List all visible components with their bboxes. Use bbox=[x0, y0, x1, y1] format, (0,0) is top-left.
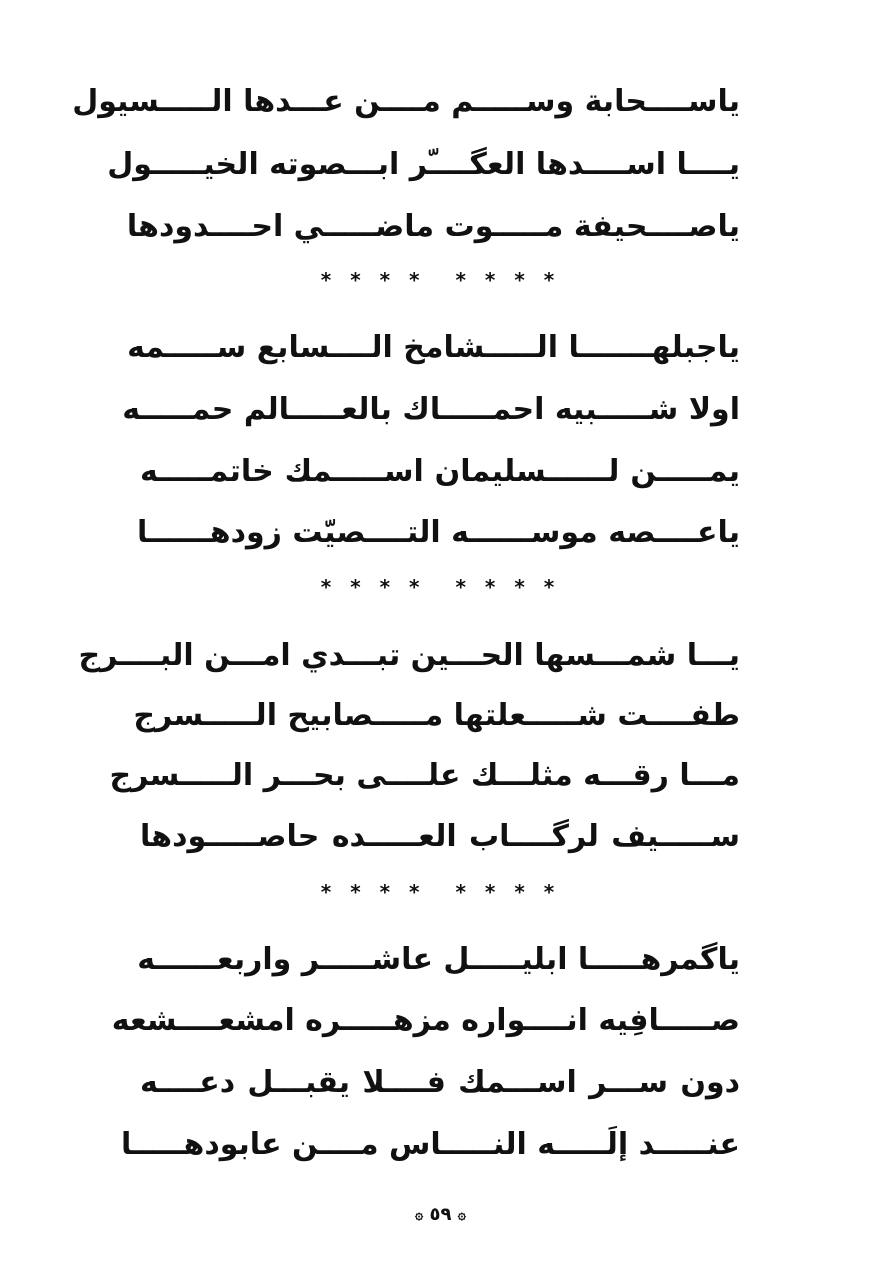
page-number-area bbox=[0, 1200, 881, 1230]
separator-stars-right: * * * * bbox=[455, 268, 561, 292]
stanza-separator bbox=[0, 575, 881, 599]
ornament-icon: ۞ bbox=[415, 1207, 424, 1223]
verse-line: طفــــت شـــــعلتها مـــــصابيح الـــــسرج bbox=[133, 698, 740, 733]
verse-line: يــــا اســــدها العگــــّر ابـــصوته الخيـــــول bbox=[107, 147, 740, 182]
verse-line: يمـــــن لــــــسليمان اســـــمك خاتمـــــه bbox=[140, 454, 740, 489]
stanza-separator bbox=[0, 268, 881, 292]
verse-line: عنـــــد إلَـــــه النـــــاس مــــن عابودهـــــا bbox=[121, 1127, 740, 1162]
verse-line: صـــــافِيه انــــواره مزهـــــره امشعــــشعه bbox=[111, 1003, 740, 1038]
stanza-separator bbox=[0, 880, 881, 904]
page-number: ٥٩ bbox=[429, 1204, 452, 1225]
verse-line: ياصــــحيفة مـــــوت ماضـــــي احــــدودها bbox=[126, 209, 740, 244]
verse-line: ياســــحابة وســـــم مــــن عـــدها الـــــسيول bbox=[72, 84, 740, 119]
verse-line: يـــا شمـــسها الحـــين تبـــدي امـــن البــــرج bbox=[78, 638, 740, 673]
verse-line: ياجبلهـــــــا الـــــشامخ الــــسابع ســـــمه bbox=[127, 330, 740, 365]
verse-line: ســـــيف لرگــــاب العـــــده حاصـــــودها bbox=[140, 819, 740, 854]
separator-stars-right: * * * * bbox=[455, 880, 561, 904]
verse-line: دون ســـر اســـمك فــــلا يقبـــل دعــــه bbox=[140, 1065, 740, 1100]
separator-stars-left: * * * * bbox=[320, 575, 426, 599]
separator-stars-left: * * * * bbox=[320, 880, 426, 904]
separator-stars-right: * * * * bbox=[455, 575, 561, 599]
ornament-icon: ۞ bbox=[457, 1207, 466, 1223]
separator-stars-left: * * * * bbox=[320, 268, 426, 292]
verse-line: ياگمرهـــــا ابليـــــل عاشـــــر واربعــــــه bbox=[137, 942, 740, 977]
verse-line: مـــا رقـــه مثلـــك علــــى بحـــر الـــــسرج bbox=[109, 758, 740, 793]
verse-line: ياعــــصه موســــــه التــــصيّت زودهــــــا bbox=[136, 515, 740, 550]
verse-line: اولا شـــــبيه احمـــــاك بالعـــــالم حمـــــه bbox=[122, 392, 740, 427]
